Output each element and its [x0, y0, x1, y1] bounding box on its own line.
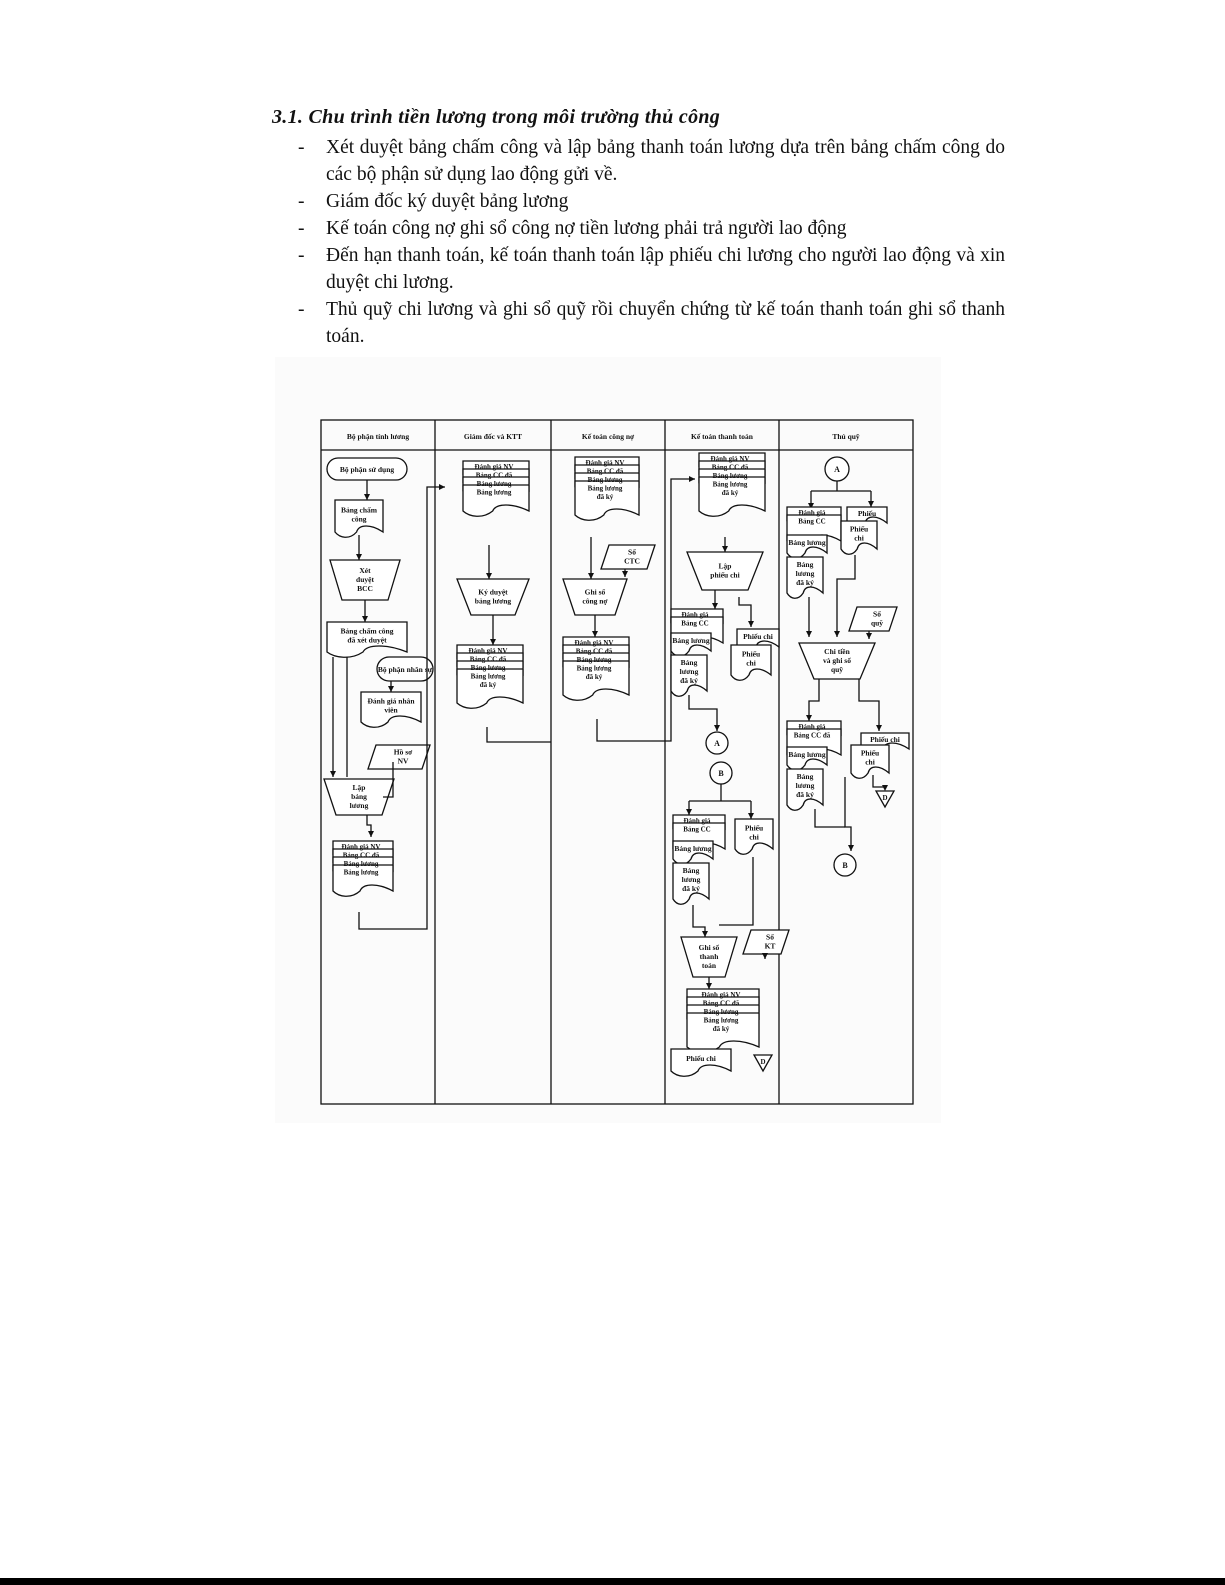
stack-label: Bảng CC: [683, 825, 711, 834]
connector-b-out-label: B: [842, 861, 848, 870]
flow-line: [859, 679, 879, 731]
stack-label: Bảng lương: [712, 480, 748, 489]
stack-label: Đánh giá NV: [585, 459, 625, 467]
tq-input-doc-2-label: Bảng: [796, 560, 814, 569]
stack-label: Đánh giá: [683, 817, 711, 825]
arrow-head: [806, 715, 812, 721]
bullet-item: [290, 215, 1005, 242]
stack-label: Bảng CC đã: [711, 463, 749, 472]
arrow-head: [368, 831, 374, 837]
tq-voucher-out-front-label: chi: [865, 757, 875, 767]
stack-label: Đánh giá NV: [474, 463, 514, 471]
voucher-doc-back-label: Phiếu chi: [743, 632, 773, 641]
connector-b-in-label: B: [718, 769, 724, 778]
tq-voucher-back-label: Phiếu: [857, 509, 877, 518]
arrow-head: [868, 501, 874, 507]
tq-voucher-front-label: Phiếu: [849, 524, 869, 534]
stack-label: Bảng lương: [587, 476, 623, 484]
start-terminator-label: Bộ phận sử dụng: [339, 465, 395, 474]
kt-file-label: Sổ: [766, 932, 774, 942]
stack-label: Bảng CC đã: [475, 471, 513, 480]
arrow-head: [486, 573, 492, 579]
arrow-head: [866, 633, 872, 639]
arrow-head: [702, 931, 708, 937]
arrow-head: [762, 953, 768, 959]
lane-header: Thủ quỹ: [832, 432, 860, 441]
stack-label: Bảng lương: [712, 472, 748, 480]
record-process-label: công nợ: [582, 596, 608, 606]
bullet-text: Thủ quỹ chi lương và ghi sổ quỹ rồi chuyển chứng từ kế toán thanh toán ghi sổ thanh toán.: [326, 299, 1005, 347]
tq-voucher-front-label: chi: [854, 533, 864, 543]
tq-voucher-out-front-label: Phiếu: [860, 748, 880, 758]
ctc-file-label: Sổ: [628, 547, 636, 557]
stack-label: Bảng lương: [343, 860, 379, 868]
stack-label: Bảng lương: [576, 656, 612, 664]
arrow-head: [588, 573, 594, 579]
stack-label: Bảng CC: [798, 517, 826, 526]
voucher-b-doc-label: Phiếu: [744, 823, 764, 833]
post-process-label: toán: [701, 961, 717, 970]
arrow-head: [356, 554, 362, 560]
bullet-item: [290, 134, 1005, 188]
arrow-head: [592, 631, 598, 637]
kttt-b-doc-2-label: đã ký: [682, 884, 700, 893]
stack-label: Đánh giá NV: [468, 647, 508, 655]
pay-process-label: quỹ: [830, 665, 844, 674]
kttt-mid-doc-2-label: đã ký: [680, 676, 698, 685]
arrow-head: [439, 484, 445, 490]
section-heading: 3.1. Chu trình tiền lương trong môi trường thủ công: [272, 106, 721, 128]
stack-label: Đánh giá NV: [701, 991, 741, 999]
stack-label: Bảng lương: [476, 488, 512, 497]
voucher-b-doc-label: chi: [749, 832, 759, 842]
stack-label: đã ký: [721, 489, 739, 497]
stack-label: Bảng CC đã: [586, 467, 624, 476]
flow-line: [487, 727, 551, 742]
bullet-text: Đến hạn thanh toán, kế toán thanh toán lập phiếu chi lương cho người lao động và xin duyệt chi lương.: [326, 245, 1005, 293]
kt-file-label: KT: [764, 941, 776, 951]
pay-process-label: và ghi sổ: [823, 656, 851, 665]
payroll-process-label: Lập: [352, 783, 366, 792]
bullet-text: Giám đốc ký duyệt bảng lương: [326, 191, 569, 212]
arrow-head: [748, 813, 754, 819]
arrow-head: [706, 983, 712, 989]
timesheet-doc-label: công: [351, 514, 367, 524]
payroll-process-label: bảng: [351, 792, 367, 801]
stack-label: Đánh giá NV: [341, 843, 381, 851]
arrow-head: [748, 621, 754, 627]
arrow-head: [714, 725, 720, 731]
flow-line: [809, 679, 819, 721]
timesheet-doc-label: Bảng chấm: [340, 505, 378, 515]
evaluation-doc-label: viên: [384, 705, 398, 715]
stack-label: Bảng CC đã: [793, 731, 831, 740]
stack-label: Đánh giá: [798, 509, 826, 517]
sign-process-label: Ký duyệt: [478, 587, 508, 597]
bullet-item: [290, 296, 1005, 350]
lane-header: Kế toán thanh toán: [691, 432, 753, 441]
review-process-label: BCC: [357, 584, 373, 593]
tq-output-doc-2-label: đã ký: [796, 790, 814, 799]
fund-file-label: Sổ: [873, 609, 881, 619]
bullet-marker: -: [298, 137, 305, 158]
stack-label: Đánh giá: [798, 723, 826, 731]
arrow-head: [834, 631, 840, 637]
stack-label: đã ký: [596, 493, 614, 501]
bullet-marker: -: [298, 299, 305, 320]
arrow-head: [712, 603, 718, 609]
flow-line: [815, 809, 845, 827]
lane-header: Kế toán công nợ: [581, 432, 635, 441]
flowchart-figure: [275, 357, 941, 1123]
arrow-head: [364, 494, 370, 500]
arrow-head: [882, 785, 888, 791]
stack-label: Bảng lương: [470, 664, 506, 672]
reviewed-timesheet-doc-label: đã xét duyệt: [347, 635, 387, 645]
payroll-process-label: lương: [349, 801, 369, 810]
arrow-head: [806, 631, 812, 637]
stack-label: Bảng lương: [470, 672, 506, 681]
voucher-final-doc-label: Phiếu chi: [686, 1054, 716, 1063]
kttt-b-doc-2-label: Bảng: [682, 866, 700, 875]
record-process-label: Ghi sổ: [584, 587, 606, 597]
stack-label: Bảng lương: [476, 480, 512, 488]
stack-label: Bảng lương: [576, 664, 612, 673]
tq-output-doc-2-label: Bảng: [796, 772, 814, 781]
kttt-b-doc-1-label: Bảng lương: [674, 844, 712, 853]
stack-label: Bảng lương: [343, 868, 379, 877]
tq-output-doc-2-label: lương: [795, 781, 815, 790]
review-process-label: duyệt: [356, 575, 374, 584]
stack-label: Bảng CC đã: [469, 655, 507, 664]
kttt-mid-doc-1-label: Bảng lương: [672, 636, 710, 645]
arrow-head: [686, 809, 692, 815]
review-process-label: Xét: [359, 566, 371, 575]
tq-input-doc-2-label: lương: [795, 569, 815, 578]
arrow-head: [490, 639, 496, 645]
stack-label: đã ký: [712, 1025, 730, 1033]
bullet-text: Xét duyệt bảng chấm công và lập bảng thanh toán lương dựa trên bảng chấm công do các bộ phận sử dụng lao động gửi về.: [326, 137, 1005, 185]
page-bottom-rule: [0, 1578, 1225, 1585]
end-d-tq-label: D: [882, 794, 888, 802]
fund-file-label: quỹ: [870, 618, 884, 628]
arrow-head: [722, 546, 728, 552]
bullet-marker: -: [298, 218, 305, 239]
arrow-head: [876, 725, 882, 731]
stack-label: Đánh giá: [681, 611, 709, 619]
stack-label: Bảng CC đã: [342, 851, 380, 860]
tq-voucher-out-back-label: Phiếu chi: [870, 735, 900, 744]
flow-line: [719, 857, 753, 925]
connector-a-out-label: A: [714, 739, 720, 748]
arrow-head: [622, 571, 628, 577]
kttt-mid-doc-2-label: lương: [679, 667, 699, 676]
stack-label: Đánh giá NV: [574, 639, 614, 647]
stack-label: Bảng CC: [681, 619, 709, 628]
ctc-file-label: CTC: [624, 556, 640, 566]
bullet-item: [290, 242, 1005, 296]
stack-label: Bảng lương: [703, 1008, 739, 1016]
evaluation-doc-label: Đánh giá nhân: [367, 696, 415, 706]
lane-header: Giám đốc và KTT: [463, 432, 523, 441]
tq-output-doc-1-label: Bảng lương: [788, 750, 826, 759]
stack-label: Đánh giá NV: [710, 455, 750, 463]
connector-a-in-label: A: [834, 465, 840, 474]
tq-input-doc-1-label: Bảng lương: [788, 538, 826, 547]
hr-terminator-label: Bộ phận nhân sự: [377, 665, 433, 674]
bullet-marker: -: [298, 191, 305, 212]
voucher-process-label: phiếu chi: [710, 570, 740, 580]
arrow-head: [689, 476, 695, 482]
voucher-doc-front-label: Phiếu: [741, 649, 761, 659]
arrow-head: [330, 771, 336, 777]
stack-label: đã ký: [585, 673, 603, 681]
kttt-mid-doc-2-label: Bảng: [680, 658, 698, 667]
stack-label: Bảng CC đã: [575, 647, 613, 656]
pay-process-label: Chi tiền: [824, 647, 850, 656]
bullet-list: [290, 134, 1005, 350]
post-process-label: thanh: [699, 952, 719, 961]
stack-label: Bảng CC đã: [702, 999, 740, 1008]
bullet-item: [290, 188, 1005, 215]
bullet-text: Kế toán công nợ ghi sổ công nợ tiền lương phải trả người lao động: [326, 218, 847, 239]
kttt-b-doc-2-label: lương: [681, 875, 701, 884]
end-d-kttt-label: D: [760, 1058, 766, 1066]
flow-line: [689, 695, 717, 731]
hr-file-label: NV: [397, 756, 409, 766]
voucher-doc-front-label: chi: [746, 658, 756, 668]
hr-file-label: Hồ sơ: [393, 747, 413, 757]
voucher-process-label: Lập: [718, 561, 732, 571]
arrow-head: [848, 845, 854, 851]
payroll-flowchart: [275, 357, 941, 1123]
sign-process-label: bảng lương: [474, 596, 512, 606]
stack-label: Bảng lương: [703, 1016, 739, 1025]
arrow-head: [388, 686, 394, 692]
lane-header: Bộ phận tính lương: [346, 432, 410, 441]
arrow-head: [362, 616, 368, 622]
tq-input-doc-2-label: đã ký: [796, 578, 814, 587]
stack-label: Bảng lương: [587, 484, 623, 493]
bullet-marker: -: [298, 245, 305, 266]
stack-label: đã ký: [479, 681, 497, 689]
reviewed-timesheet-doc-label: Bảng chấm công: [340, 626, 394, 636]
flow-line: [845, 777, 851, 851]
post-process-label: Ghi sổ: [698, 943, 720, 952]
